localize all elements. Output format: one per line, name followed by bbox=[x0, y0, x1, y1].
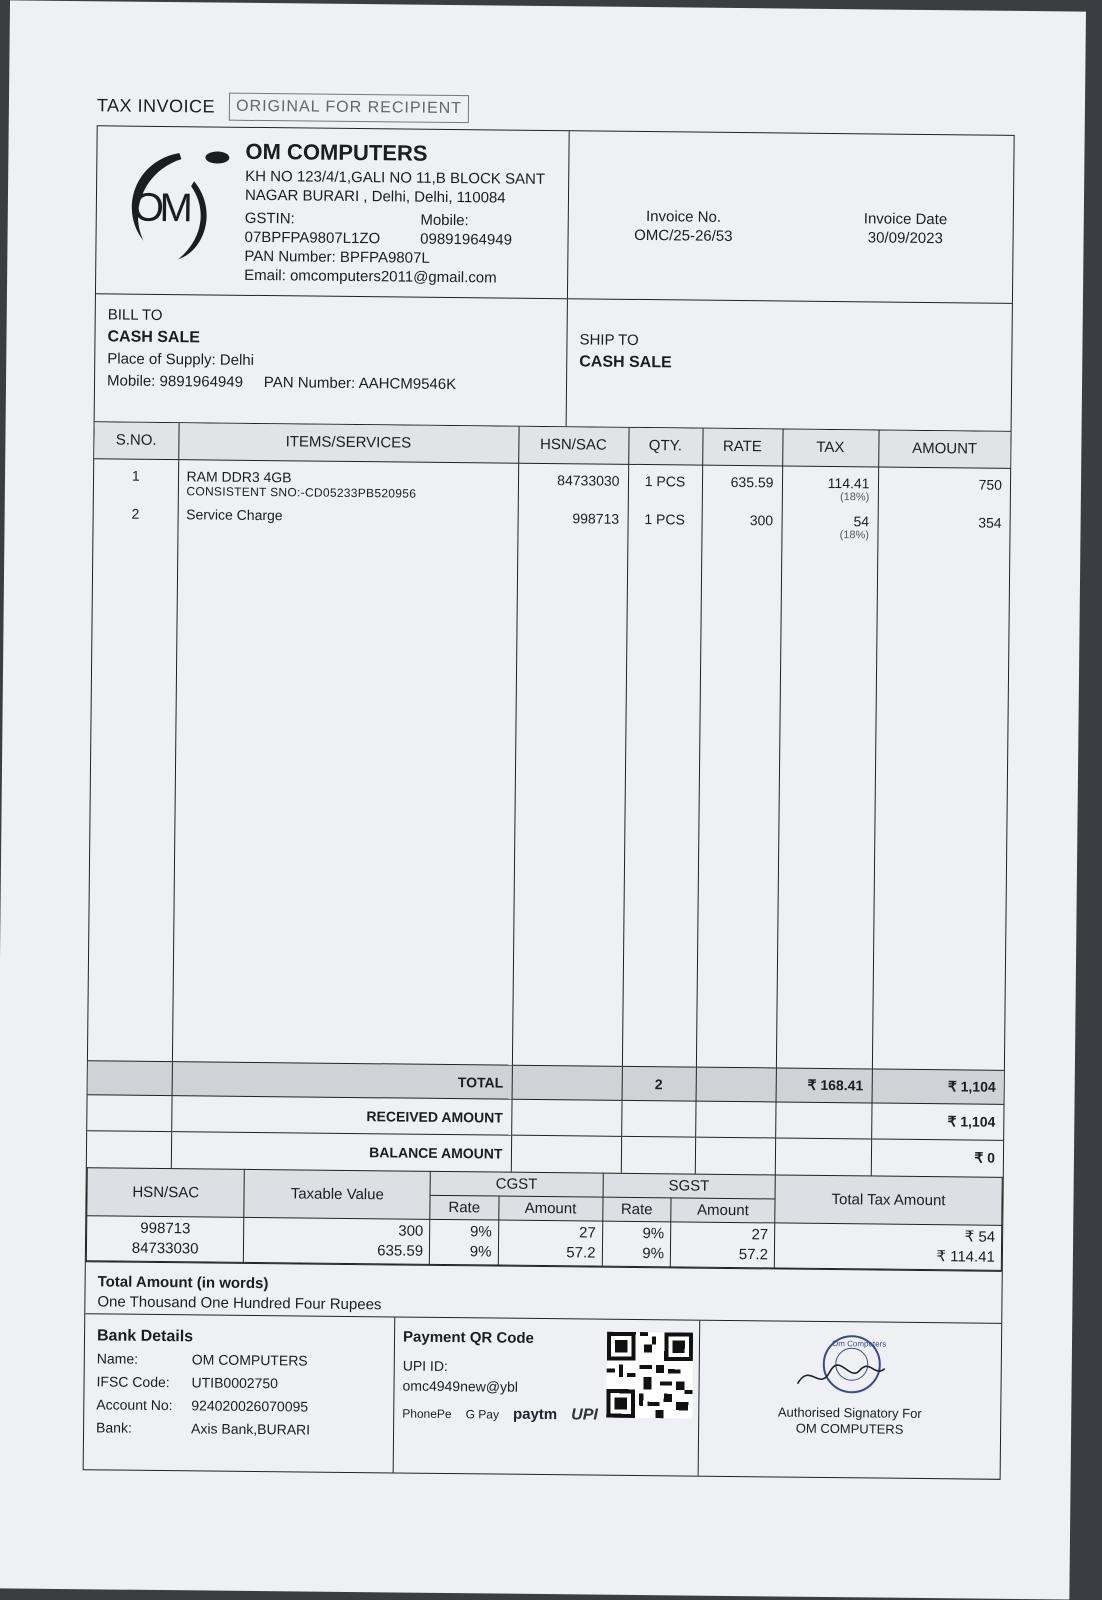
tax-total-2: ₹ 114.41 bbox=[936, 1247, 996, 1266]
phonepe-logo: PhonePe bbox=[402, 1406, 452, 1421]
col-hsn: HSN/SAC bbox=[518, 427, 628, 464]
signature-block bbox=[699, 1320, 1002, 1478]
ship-to-name: CASH SALE bbox=[579, 353, 672, 372]
item-tax-pct: (18%) bbox=[839, 528, 870, 541]
sgst-amount-header: Amount bbox=[671, 1197, 775, 1222]
item-tax: 54 bbox=[853, 512, 870, 529]
bill-mobile-label: Mobile: bbox=[106, 372, 156, 390]
place-value: Delhi bbox=[219, 351, 255, 369]
item-tax-pct: (18%) bbox=[839, 490, 870, 503]
payment-block bbox=[394, 1317, 701, 1475]
invoice-heading bbox=[97, 91, 1015, 129]
bank-name-label: Name: bbox=[96, 1349, 139, 1367]
col-rate: RATE bbox=[702, 429, 782, 466]
item-sno: 1 bbox=[94, 458, 178, 497]
ifsc-label: IFSC Code: bbox=[96, 1372, 170, 1390]
document-title: TAX INVOICE bbox=[96, 94, 216, 117]
sgst-amount bbox=[670, 1221, 774, 1267]
total-qty: 2 bbox=[622, 1066, 696, 1101]
upi-label: UPI ID: bbox=[402, 1357, 448, 1374]
item-amount: 354 bbox=[978, 514, 1002, 531]
cgst-amount bbox=[498, 1220, 602, 1266]
item-qty: 1 PCS bbox=[628, 464, 702, 503]
stamp-text: Om Computers bbox=[831, 1338, 887, 1349]
col-item: ITEMS/SERVICES bbox=[178, 423, 518, 463]
bank-name: OM COMPUTERS bbox=[191, 1350, 308, 1369]
bank-value: Axis Bank,BURARI bbox=[191, 1419, 311, 1438]
bill-mobile-value: 9891964949 bbox=[159, 372, 244, 391]
company-stamp bbox=[789, 1331, 890, 1402]
sgst-amount-2: 57.2 bbox=[738, 1245, 769, 1263]
invoice-date: 30/09/2023 bbox=[867, 228, 943, 247]
sgst-rate bbox=[602, 1221, 671, 1267]
tax-total-1: ₹ 54 bbox=[964, 1227, 996, 1246]
tax-hsn bbox=[86, 1215, 244, 1262]
cgst-amount-2: 57.2 bbox=[566, 1243, 596, 1262]
company-info bbox=[238, 138, 546, 298]
balance-label: BALANCE AMOUNT bbox=[171, 1132, 511, 1172]
balance-amount: ₹ 0 bbox=[871, 1139, 1003, 1176]
company-logo bbox=[108, 140, 239, 271]
address-section bbox=[95, 294, 1012, 432]
item-tax-cell bbox=[781, 504, 877, 541]
signatory-label: Authorised Signatory For bbox=[777, 1403, 922, 1421]
bill-pan-value: AAHCM9546K bbox=[358, 375, 457, 394]
items-table bbox=[87, 422, 1011, 1176]
total-amount: ₹ 1,104 bbox=[872, 1069, 1004, 1104]
signatory-company: OM COMPUTERS bbox=[795, 1420, 904, 1437]
company-pan: PAN Number: BPFPA9807L bbox=[244, 247, 430, 267]
received-label: RECEIVED AMOUNT bbox=[171, 1096, 511, 1136]
logo-text: OM bbox=[132, 185, 194, 231]
col-sno: S.NO. bbox=[94, 422, 178, 459]
cgst-rate-header: Rate bbox=[430, 1195, 499, 1220]
item-hsn: 84733030 bbox=[518, 463, 628, 503]
ifsc-value: UTIB0002750 bbox=[191, 1373, 279, 1391]
cgst-rate-2: 9% bbox=[469, 1242, 492, 1260]
sgst-rate-1: 9% bbox=[642, 1224, 665, 1242]
sgst-amount-1: 27 bbox=[751, 1225, 769, 1243]
company-email: Email: omcomputers2011@gmail.com bbox=[244, 266, 497, 287]
upi-id: omc4949new@ybl bbox=[402, 1377, 519, 1395]
tax-col-total: Total Tax Amount bbox=[775, 1174, 1002, 1224]
invoice-meta bbox=[568, 131, 1014, 303]
item-cell bbox=[178, 459, 518, 501]
tax-hsn-1: 998713 bbox=[140, 1219, 191, 1237]
payment-title: Payment QR Code bbox=[402, 1328, 535, 1347]
received-amount: ₹ 1,104 bbox=[871, 1103, 1003, 1140]
item-cell bbox=[177, 498, 517, 538]
item-rate: 635.59 bbox=[702, 465, 782, 504]
bill-to-block bbox=[95, 294, 568, 426]
paytm-logo: paytm bbox=[512, 1405, 558, 1423]
col-amount: AMOUNT bbox=[878, 430, 1010, 467]
cgst-amount-header: Amount bbox=[498, 1196, 602, 1221]
words-value: One Thousand One Hundred Four Rupees bbox=[97, 1292, 382, 1313]
cgst-amount-1: 27 bbox=[578, 1223, 596, 1242]
total-tax: ₹ 168.41 bbox=[776, 1068, 872, 1103]
tax-col-hsn: HSN/SAC bbox=[87, 1167, 245, 1217]
account-label: Account No: bbox=[96, 1395, 173, 1413]
company-address-line1: KH NO 123/4/1,GALI NO 11,B BLOCK SANT bbox=[245, 167, 546, 188]
company-block bbox=[96, 126, 570, 298]
header-section bbox=[96, 126, 1014, 304]
mobile-value: 09891964949 bbox=[420, 230, 513, 249]
cgst-rate-1: 9% bbox=[469, 1222, 492, 1240]
tax-total bbox=[774, 1222, 1001, 1269]
total-label: TOTAL bbox=[172, 1062, 512, 1100]
sgst-rate-2: 9% bbox=[642, 1244, 665, 1262]
item-tax-cell bbox=[782, 465, 878, 505]
item-rate: 300 bbox=[701, 503, 781, 540]
copy-badge: ORIGINAL FOR RECIPIENT bbox=[229, 93, 469, 124]
item-hsn: 998713 bbox=[517, 501, 627, 538]
tax-taxable bbox=[244, 1217, 430, 1264]
invoice-frame bbox=[83, 125, 1015, 1479]
gstin-mobile-row bbox=[244, 209, 544, 250]
tax-summary-table bbox=[86, 1167, 1003, 1271]
item-desc: CONSISTENT SNO:-CD05233PB520956 bbox=[186, 483, 417, 501]
ship-to-label: SHIP TO bbox=[579, 331, 639, 349]
invoice-content bbox=[83, 91, 1015, 1479]
place-label: Place of Supply: bbox=[107, 350, 216, 369]
tax-taxable-1: 300 bbox=[398, 1221, 424, 1240]
footer-section bbox=[84, 1313, 1002, 1479]
invoice-no-label: Invoice No. bbox=[645, 207, 722, 226]
company-name: OM COMPUTERS bbox=[245, 138, 428, 166]
bill-pan-label: PAN Number: bbox=[263, 374, 356, 393]
bank-title: Bank Details bbox=[96, 1326, 194, 1345]
tax-hsn-2: 84733030 bbox=[131, 1239, 199, 1257]
sgst-rate-header: Rate bbox=[602, 1197, 671, 1222]
col-tax: TAX bbox=[782, 429, 878, 466]
bill-to-name: CASH SALE bbox=[107, 328, 201, 347]
mobile-label: Mobile: bbox=[420, 211, 469, 230]
item-tax: 114.41 bbox=[827, 474, 870, 491]
company-address-line2: NAGAR BURARI , Delhi, Delhi, 110084 bbox=[244, 186, 506, 207]
tax-col-sgst: SGST bbox=[603, 1173, 776, 1199]
gpay-logo: G Pay bbox=[465, 1406, 500, 1422]
tax-col-cgst: CGST bbox=[430, 1171, 603, 1197]
upi-logo: UPI bbox=[571, 1405, 598, 1424]
table-filler bbox=[88, 533, 1009, 1071]
invoice-date-label: Invoice Date bbox=[863, 209, 948, 228]
cgst-rate bbox=[429, 1219, 498, 1265]
ship-to-block bbox=[567, 299, 1012, 431]
item-name: RAM DDR3 4GB bbox=[186, 467, 292, 485]
item-name: Service Charge bbox=[186, 505, 283, 523]
words-label: Total Amount (in words) bbox=[97, 1272, 269, 1292]
bank-label: Bank: bbox=[96, 1418, 132, 1436]
col-qty: QTY. bbox=[628, 428, 702, 465]
item-amount: 750 bbox=[978, 476, 1003, 493]
item-sno: 2 bbox=[93, 497, 177, 534]
invoice-no: OMC/25-26/53 bbox=[634, 226, 733, 245]
bank-details bbox=[84, 1314, 396, 1472]
gstin-value: 07BPFPA9807L1ZO bbox=[244, 228, 381, 248]
amount-in-words bbox=[85, 1261, 1001, 1323]
gstin-label: GSTIN: bbox=[244, 209, 295, 228]
item-qty: 1 PCS bbox=[627, 502, 701, 539]
bill-to-label: BILL TO bbox=[107, 306, 163, 324]
tax-col-taxable: Taxable Value bbox=[244, 1169, 430, 1219]
tax-taxable-2: 635.59 bbox=[377, 1241, 424, 1260]
account-value: 924020026070095 bbox=[191, 1396, 309, 1415]
qr-code-icon[interactable] bbox=[606, 1331, 693, 1418]
